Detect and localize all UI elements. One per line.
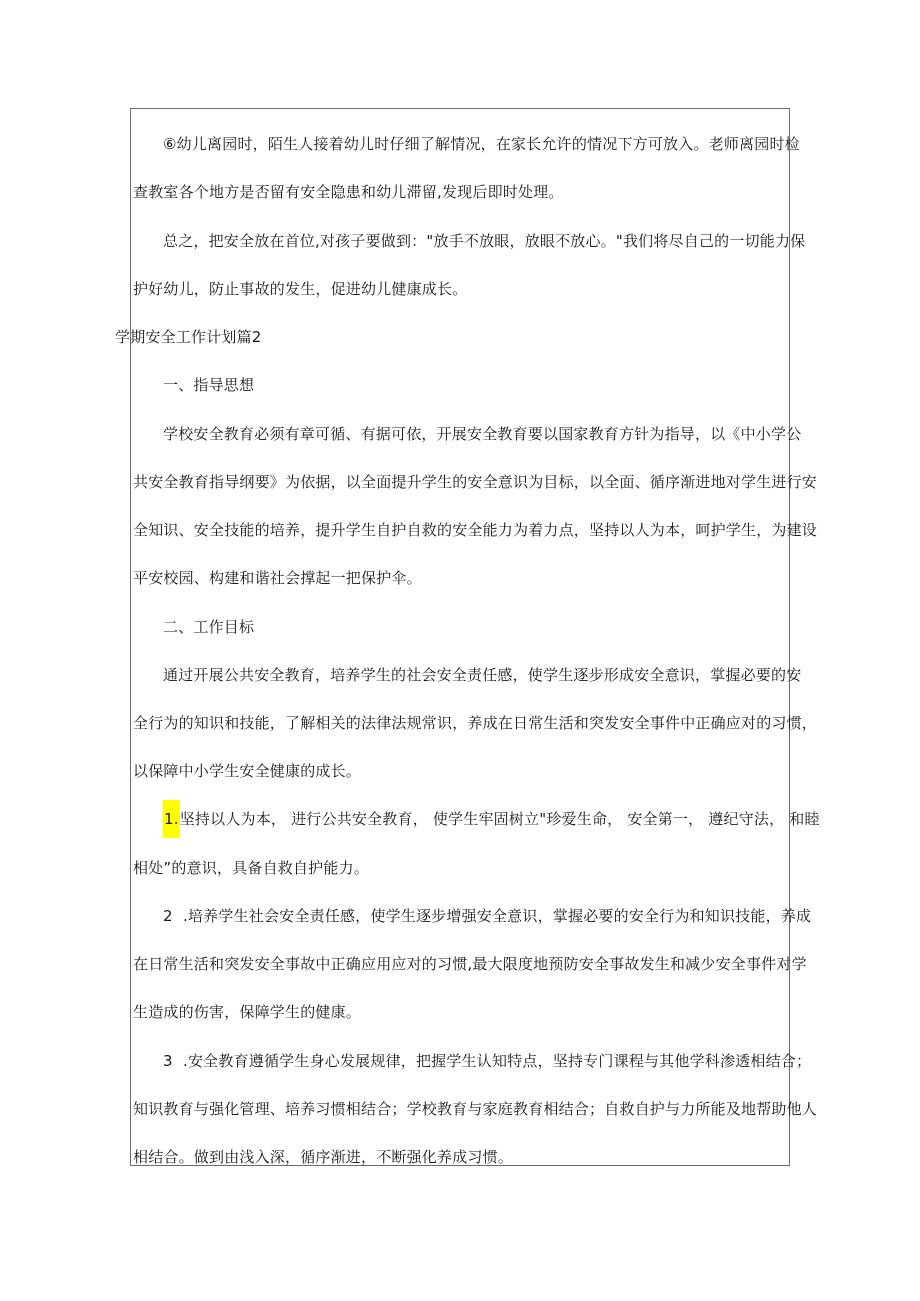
heading-work-goals: 二、工作目标	[163, 618, 255, 636]
list-item-1-line-2: 相处”的意识，具备自救自护能力。	[133, 859, 369, 877]
list-item-2-line-3: 生造成的伤害，保障学生的健康。	[133, 1003, 362, 1021]
paragraph-3-line-2: 共安全教育指导纲要》为依据，以全面提升学生的安全意识为目标，以全面、循序渐进地对学生进行安	[133, 473, 818, 491]
paragraph-3-line-1: 学校安全教育必须有章可循、有据可依，开展安全教育要以国家教育方针为指导，以《中小学公	[163, 425, 802, 443]
paragraph-2-line-1: 总之，把安全放在首位,对孩子要做到："放手不放眼，放眼不放心。"我们将尽自己的一切能力保	[163, 232, 806, 250]
list-item-3-line-2: 知识教育与强化管理、培养习惯相结合；学校教育与家庭教育相结合；自救自护与力所能及地帮助他人	[133, 1100, 818, 1118]
list-item-3-text: .安全教育遵循学生身心发展规律，把握学生认知特点，坚持专门课程与其他学科渗透相结合；	[183, 1052, 812, 1070]
paragraph-4-line-1: 通过开展公共安全教育，培养学生的社会安全责任感，使学生逐步形成安全意识，掌握必要的安	[163, 666, 802, 684]
list-item-3-line-3: 相结合。做到由浅入深，循序渐进，不断强化养成习惯。	[133, 1148, 514, 1166]
paragraph-1-line-1: ⑥幼儿离园时，陌生人接着幼儿时仔细了解情况，在家长允许的情况下方可放入。老师离园时检	[163, 135, 800, 153]
list-item-1-line-1	[163, 809, 920, 829]
list-item-2-number: 2	[163, 907, 173, 925]
list-item-2-line-2: 在日常生活和突发安全事故中正确应用应对的习惯,最大限度地预防安全事故发生和减少安全事件对学	[133, 955, 807, 973]
paragraph-4-line-2: 全行为的知识和技能，了解相关的法律法规常识，养成在日常生活和突发安全事件中正确应对的习惯，	[133, 714, 818, 732]
list-item-2-text: .培养学生社会安全责任感，使学生逐步增强安全意识，掌握必要的安全行为和知识技能，养成	[183, 907, 812, 925]
list-item-3-line-1	[163, 1051, 920, 1071]
list-item-3-number: 3	[163, 1052, 173, 1070]
paragraph-3-line-4: 平安校园、构建和谐社会撑起一把保护伞。	[133, 569, 422, 587]
section-title: 学期安全工作计划篇2	[115, 328, 262, 346]
paragraph-2-line-2: 护好幼儿，防止事故的发生，促进幼儿健康成长。	[133, 280, 468, 298]
list-item-1-text: 坚持以人为本， 进行公共安全教育， 使学生牢固树立"珍爱生命， 安全第一， 遵纪守法， 和睦	[179, 810, 820, 828]
list-item-2-line-1	[163, 906, 920, 926]
heading-guiding-thought: 一、指导思想	[163, 376, 255, 394]
list-item-1-number: 1.	[163, 800, 180, 838]
paragraph-3-line-3: 全知识、安全技能的培养，提升学生自护自救的安全能力为着力点，坚持以人为本，呵护学生，为建设	[133, 521, 818, 539]
paragraph-4-line-3: 以保障中小学生安全健康的成长。	[133, 762, 362, 780]
paragraph-1-line-2: 查教室各个地方是否留有安全隐患和幼儿滞留,发现后即时处理。	[133, 183, 564, 201]
